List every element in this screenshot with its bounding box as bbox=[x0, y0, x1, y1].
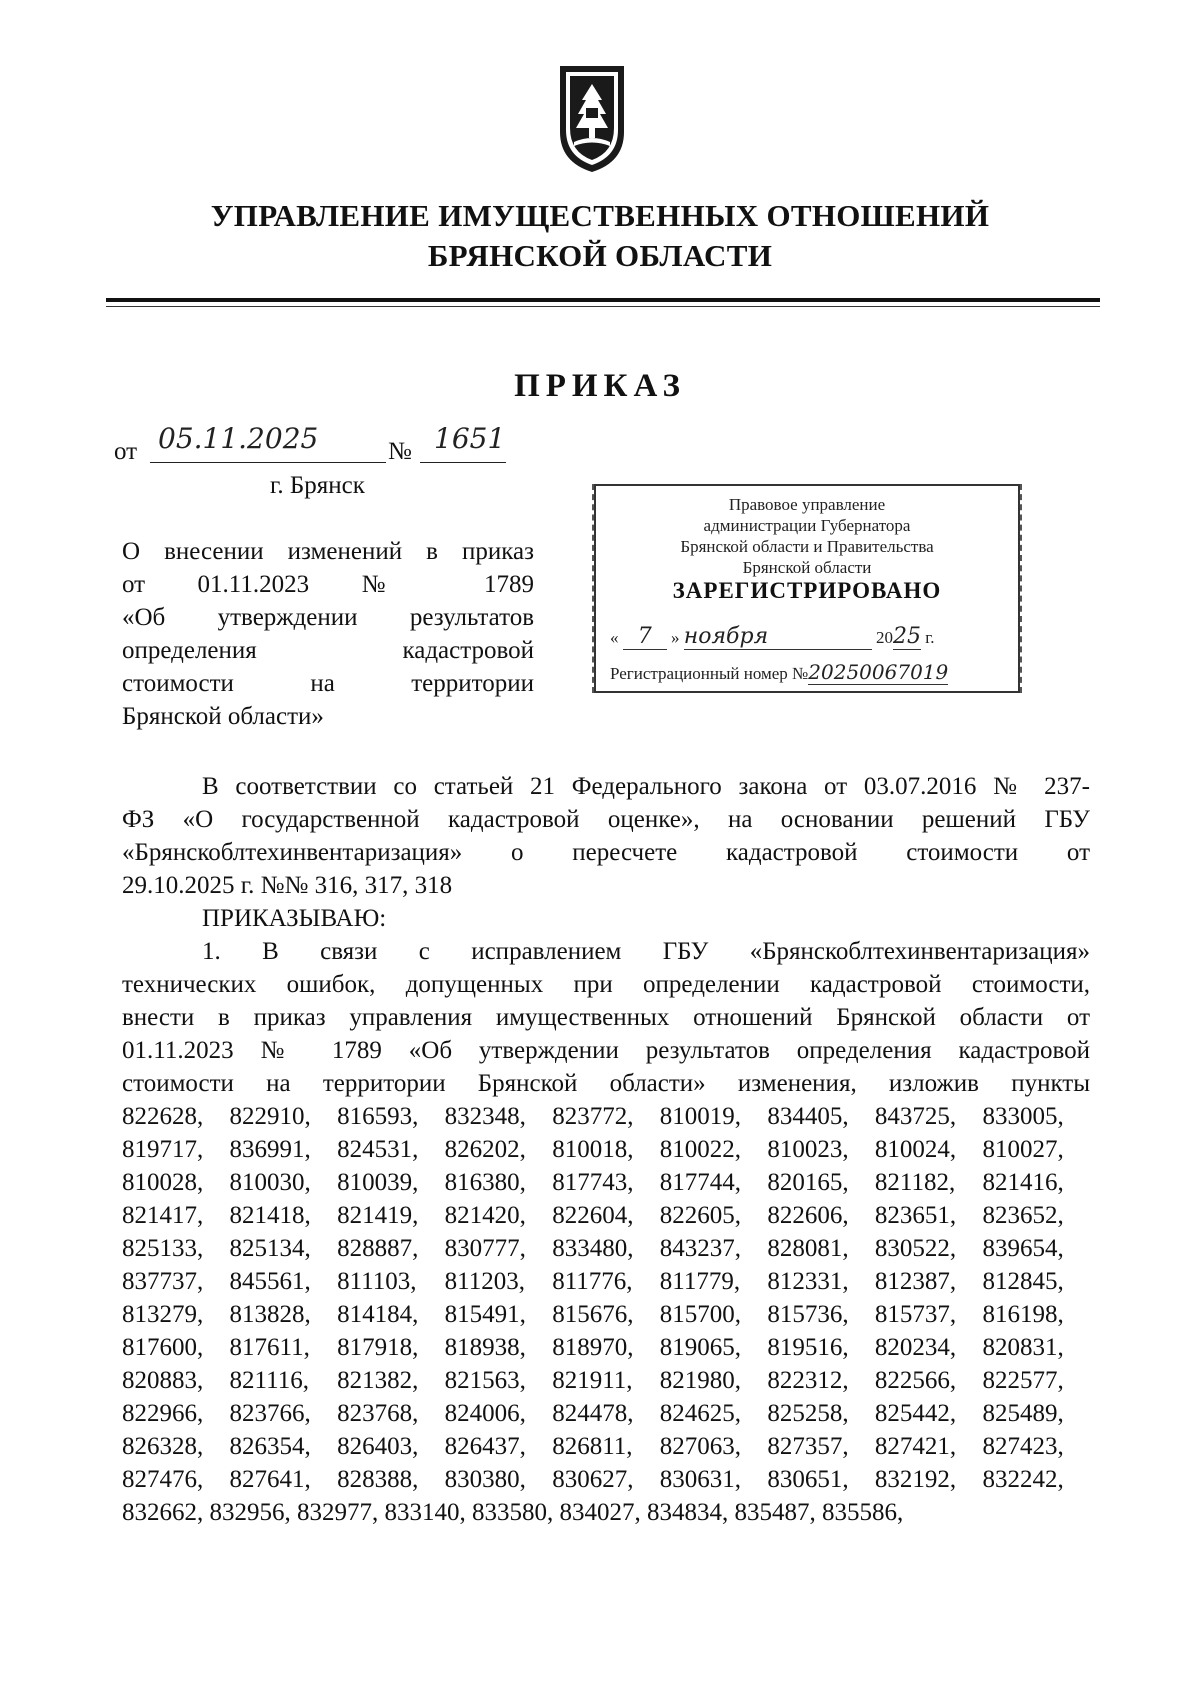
preamble-line-1: В соответствии со статьей 21 Федерального закона от 03.07.2016 № 237- bbox=[202, 773, 1090, 800]
cadastral-number: 810027, bbox=[982, 1136, 1064, 1163]
stamp-date-row: « 7 » ноября 2025 г. bbox=[610, 624, 935, 649]
cadastral-number: 815736, bbox=[767, 1301, 849, 1328]
cadastral-number: 822566, bbox=[874, 1367, 957, 1394]
date-from-label: от bbox=[114, 438, 138, 465]
cadastral-number: 810039, bbox=[337, 1169, 419, 1196]
cadastral-number: 822910, bbox=[229, 1103, 311, 1130]
cadastral-number: 824531, bbox=[337, 1136, 419, 1163]
cadastral-number: 823651, bbox=[874, 1202, 957, 1229]
cadastral-number: 815700, bbox=[659, 1301, 742, 1328]
cadastral-number: 827476, bbox=[122, 1466, 204, 1493]
cadastral-number: 817611, bbox=[229, 1334, 310, 1361]
cadastral-number: 820165, bbox=[767, 1169, 849, 1196]
header-divider-thin bbox=[106, 306, 1100, 307]
preamble-line-4: 29.10.2025 г. №№ 316, 317, 318 bbox=[122, 872, 453, 899]
subject-line-4: определения кадастровой bbox=[122, 637, 534, 664]
cadastral-number: 826328, bbox=[122, 1433, 204, 1460]
cadastral-number: 822966, bbox=[122, 1400, 204, 1427]
cadastral-number: 826437, bbox=[444, 1433, 526, 1460]
cadastral-number: 819065, bbox=[659, 1334, 742, 1361]
cadastral-number: 832348, bbox=[444, 1103, 526, 1130]
cadastral-number: 834405, bbox=[767, 1103, 849, 1130]
cadastral-number: 843725, bbox=[874, 1103, 957, 1130]
cadastral-number: 812845, bbox=[982, 1268, 1064, 1295]
cadastral-number: 833480, bbox=[552, 1235, 634, 1262]
cadastral-number: 823772, bbox=[552, 1103, 634, 1130]
cadastral-number: 810018, bbox=[552, 1136, 634, 1163]
cadastral-number: 830522, bbox=[874, 1235, 957, 1262]
cadastral-number: 821417, bbox=[122, 1202, 204, 1229]
cadastral-number: 827641, bbox=[229, 1466, 311, 1493]
stamp-org-line-4: Брянской области bbox=[742, 558, 872, 577]
item1-line-5: стоимости на территории Брянской области» изменения, изложив пункты bbox=[122, 1070, 1090, 1097]
stamp-right-dashed-edge bbox=[1020, 484, 1022, 693]
cadastral-number: 810024, bbox=[874, 1136, 957, 1163]
subject-line-1: О внесении изменений в приказ bbox=[122, 538, 534, 565]
number-label: № bbox=[388, 438, 412, 465]
cadastral-number: 827063, bbox=[659, 1433, 742, 1460]
cadastral-number: 830627, bbox=[552, 1466, 634, 1493]
cadastral-number: 816198, bbox=[982, 1301, 1064, 1328]
cadastral-number: 815737, bbox=[874, 1301, 957, 1328]
cadastral-number: 818970, bbox=[552, 1334, 634, 1361]
cadastral-number: 817918, bbox=[337, 1334, 419, 1361]
cadastral-number: 823768, bbox=[337, 1400, 419, 1427]
stamp-org-line-1: Правовое управление bbox=[728, 495, 886, 514]
cadastral-number: 830777, bbox=[444, 1235, 526, 1262]
registration-stamp bbox=[594, 484, 1020, 693]
stamp-handwritten-month: ноября bbox=[684, 624, 872, 650]
cadastral-number: 810023, bbox=[767, 1136, 849, 1163]
cadastral-number: 821416, bbox=[982, 1169, 1064, 1196]
cadastral-number: 830380, bbox=[444, 1466, 526, 1493]
cadastral-number: 811103, bbox=[337, 1268, 417, 1295]
subject-line-3: «Об утверждении результатов bbox=[122, 604, 535, 631]
cadastral-number: 813828, bbox=[229, 1301, 311, 1328]
cadastral-number: 824478, bbox=[552, 1400, 634, 1427]
number-underline bbox=[420, 462, 506, 463]
header-divider-thick bbox=[106, 298, 1100, 302]
cadastral-number: 827357, bbox=[767, 1433, 849, 1460]
cadastral-number: 820234, bbox=[874, 1334, 957, 1361]
cadastral-number: 822605, bbox=[659, 1202, 742, 1229]
cadastral-number: 828887, bbox=[337, 1235, 419, 1262]
cadastral-number: 845561, bbox=[229, 1268, 311, 1295]
cadastral-number: 836991, bbox=[229, 1136, 311, 1163]
subject-line-2: от 01.11.2023 № 1789 bbox=[122, 571, 535, 598]
cadastral-number: 843237, bbox=[659, 1235, 742, 1262]
cadastral-number: 816380, bbox=[444, 1169, 526, 1196]
stamp-left-dashed-edge bbox=[592, 484, 594, 693]
stamp-handwritten-year: 25 bbox=[893, 624, 921, 649]
cadastral-number: 822606, bbox=[767, 1202, 849, 1229]
subject-line-6: Брянской области» bbox=[122, 703, 324, 730]
cadastral-number: 821418, bbox=[229, 1202, 311, 1229]
cadastral-number: 826354, bbox=[229, 1433, 311, 1460]
stamp-org-line-3: Брянской области и Правительства bbox=[680, 537, 934, 556]
subject-line-5: стоимости на территории bbox=[122, 670, 535, 697]
bryansk-coat-of-arms-emblem bbox=[556, 62, 628, 176]
date-underline bbox=[150, 462, 386, 463]
item1-line-2: технических ошибок, допущенных при определении кадастровой стоимости, bbox=[122, 971, 1090, 998]
handwritten-order-date: 05.11.2025 bbox=[158, 422, 319, 455]
cadastral-number: 820883, bbox=[122, 1367, 204, 1394]
preamble-line-3: «Брянскоблтехинвентаризация» о пересчете кадастровой стоимости от bbox=[122, 839, 1090, 866]
cadastral-number: 823652, bbox=[982, 1202, 1064, 1229]
cadastral-number: 832192, bbox=[874, 1466, 957, 1493]
organization-name-line2: БРЯНСКОЙ ОБЛАСТИ bbox=[427, 238, 773, 273]
handwritten-order-number: 1651 bbox=[434, 422, 506, 455]
cadastral-number: 821563, bbox=[444, 1367, 526, 1394]
cadastral-number: 811779, bbox=[659, 1268, 741, 1295]
cadastral-number: 825258, bbox=[767, 1400, 849, 1427]
cadastral-number: 830651, bbox=[767, 1466, 849, 1493]
cadastral-number: 812387, bbox=[874, 1268, 957, 1295]
cadastral-number: 815676, bbox=[552, 1301, 634, 1328]
cadastral-number: 826403, bbox=[337, 1433, 419, 1460]
stamp-handwritten-day: 7 bbox=[623, 624, 667, 650]
item1-line-1: 1. В связи с исправлением ГБУ «Брянскоблтехинвентаризация» bbox=[202, 938, 1090, 965]
cadastral-number: 827421, bbox=[874, 1433, 957, 1460]
cadastral-number: 810019, bbox=[659, 1103, 742, 1130]
cadastral-number: 826202, bbox=[444, 1136, 526, 1163]
cadastral-number: 821182, bbox=[874, 1169, 956, 1196]
cadastral-number: 811776, bbox=[552, 1268, 633, 1295]
cadastral-number: 817744, bbox=[659, 1169, 742, 1196]
cadastral-number: 825133, bbox=[122, 1235, 204, 1262]
cadastral-number: 833005, bbox=[982, 1103, 1064, 1130]
cadastral-number: 821420, bbox=[444, 1202, 526, 1229]
cadastral-number: 815491, bbox=[444, 1301, 526, 1328]
cadastral-number: 822577, bbox=[982, 1367, 1064, 1394]
organization-name-line1: УПРАВЛЕНИЕ ИМУЩЕСТВЕННЫХ ОТНОШЕНИЙ bbox=[210, 198, 990, 233]
cadastral-number: 823766, bbox=[229, 1400, 311, 1427]
cadastral-number: 837737, bbox=[122, 1268, 204, 1295]
cadastral-number: 828081, bbox=[767, 1235, 849, 1262]
cadastral-number: 825442, bbox=[874, 1400, 957, 1427]
cadastral-number: 810030, bbox=[229, 1169, 311, 1196]
cadastral-number: 828388, bbox=[337, 1466, 419, 1493]
cadastral-number: 832242, bbox=[982, 1466, 1064, 1493]
cadastral-number: 821419, bbox=[337, 1202, 419, 1229]
cadastral-number: 821980, bbox=[659, 1367, 742, 1394]
cadastral-number: 816593, bbox=[337, 1103, 419, 1130]
cadastral-number: 822628, bbox=[122, 1103, 204, 1130]
city-name: г. Брянск bbox=[270, 472, 365, 499]
cadastral-number: 839654, bbox=[982, 1235, 1064, 1262]
cadastral-number: 810028, bbox=[122, 1169, 204, 1196]
cadastral-number: 826811, bbox=[552, 1433, 633, 1460]
cadastral-number: 811203, bbox=[444, 1268, 525, 1295]
cadastral-number: 820831, bbox=[982, 1334, 1064, 1361]
cadastral-number: 821911, bbox=[552, 1367, 633, 1394]
cadastral-number: 821116, bbox=[229, 1367, 309, 1394]
item1-line-3: внести в приказ управления имущественных отношений Брянской области от bbox=[122, 1004, 1090, 1031]
preamble-line-2: ФЗ «О государственной кадастровой оценке», на основании решений ГБУ bbox=[122, 806, 1090, 833]
cadastral-number: 813279, bbox=[122, 1301, 204, 1328]
cadastral-number: 824006, bbox=[444, 1400, 526, 1427]
cadastral-number: 822312, bbox=[767, 1367, 849, 1394]
cadastral-number: 830631, bbox=[659, 1466, 742, 1493]
cadastral-number: 819516, bbox=[767, 1334, 849, 1361]
item1-line-4: 01.11.2023 № 1789 «Об утверждении результатов определения кадастровой bbox=[122, 1037, 1090, 1064]
number-list-last-line: 832662, 832956, 832977, 833140, 833580, 834027, 834834, 835487, 835586, bbox=[122, 1499, 904, 1526]
stamp-handwritten-reg-number: 20250067019 bbox=[808, 660, 949, 684]
cadastral-number: 824625, bbox=[659, 1400, 742, 1427]
order-word: ПРИКАЗЫВАЮ: bbox=[202, 905, 387, 932]
cadastral-number: 822604, bbox=[552, 1202, 634, 1229]
cadastral-number: 814184, bbox=[337, 1301, 419, 1328]
stamp-reg-number-row: Регистрационный номер №20250067019 bbox=[610, 660, 949, 684]
cadastral-number: 821382, bbox=[337, 1367, 419, 1394]
cadastral-number: 818938, bbox=[444, 1334, 526, 1361]
cadastral-number: 817600, bbox=[122, 1334, 204, 1361]
stamp-org-line-2: администрации Губернатора bbox=[703, 516, 911, 535]
cadastral-number: 817743, bbox=[552, 1169, 634, 1196]
document-title: ПРИКАЗ bbox=[514, 368, 686, 404]
cadastral-number: 825134, bbox=[229, 1235, 311, 1262]
cadastral-number: 827423, bbox=[982, 1433, 1064, 1460]
cadastral-number: 810022, bbox=[659, 1136, 742, 1163]
stamp-registered-label: ЗАРЕГИСТРИРОВАНО bbox=[672, 578, 942, 603]
cadastral-number: 825489, bbox=[982, 1400, 1064, 1427]
cadastral-number: 812331, bbox=[767, 1268, 849, 1295]
cadastral-number: 819717, bbox=[122, 1136, 204, 1163]
